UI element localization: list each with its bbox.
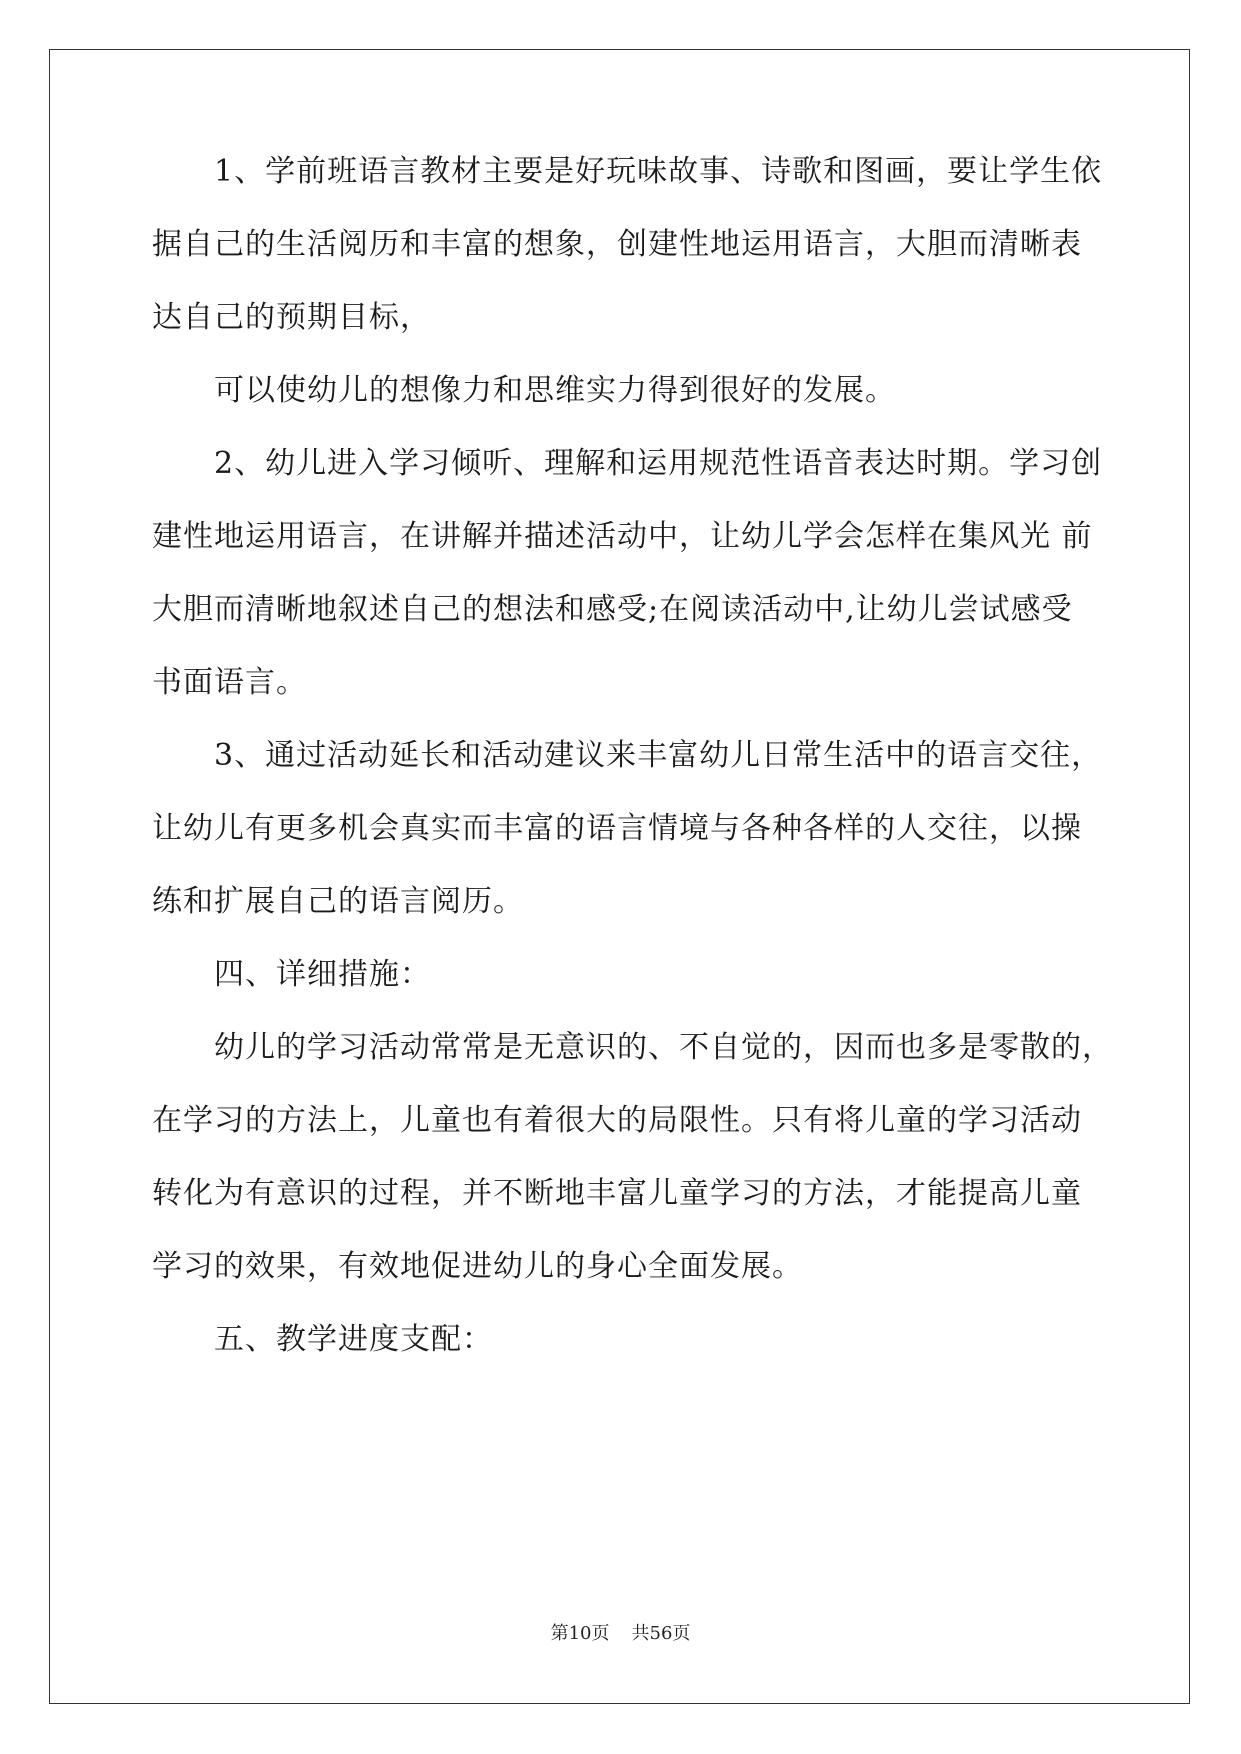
text-line: 练和扩展自己的语言阅历。 bbox=[152, 884, 524, 919]
text-line: 达自己的预期目标， bbox=[152, 300, 431, 335]
text-line: 幼儿的学习活动常常是无意识的、不自觉的，因而也多是零散的， bbox=[214, 1030, 1113, 1065]
text-line: 建性地运用语言，在讲解并描述活动中，让幼儿学会怎样在集风光 前 bbox=[152, 519, 1093, 554]
text-line: 2、幼儿进入学习倾听、理解和运用规范性语音表达时期。学习创 bbox=[214, 446, 1103, 481]
page-footer bbox=[0, 1622, 1241, 1646]
text-line: 在学习的方法上，儿童也有着很大的局限性。只有将儿童的学习活动 bbox=[152, 1103, 1082, 1138]
text-line: 让幼儿有更多机会真实而丰富的语言情境与各种各样的人交往，以操 bbox=[152, 811, 1082, 846]
text-line: 可以使幼儿的想像力和思维实力得到很好的发展。 bbox=[214, 373, 896, 408]
section-heading: 五、教学进度支配： bbox=[214, 1322, 493, 1357]
text-line: 书面语言。 bbox=[152, 665, 307, 700]
text-line: 1、学前班语言教材主要是好玩味故事、诗歌和图画，要让学生依 bbox=[214, 154, 1103, 189]
text-line: 转化为有意识的过程，并不断地丰富儿童学习的方法，才能提高儿童 bbox=[152, 1176, 1082, 1211]
section-heading: 四、详细措施： bbox=[214, 957, 431, 992]
text-line: 3、通过活动延长和活动建议来丰富幼儿日常生活中的语言交往， bbox=[214, 738, 1103, 773]
page-total: 共56页 bbox=[631, 1623, 691, 1644]
page-number: 第10页 bbox=[550, 1623, 610, 1644]
text-line: 学习的效果，有效地促进幼儿的身心全面发展。 bbox=[152, 1249, 803, 1284]
text-line: 大胆而清晰地叙述自己的想法和感受;在阅读活动中,让幼儿尝试感受 bbox=[152, 592, 1073, 627]
text-line: 据自己的生活阅历和丰富的想象，创建性地运用语言，大胆而清晰表 bbox=[152, 227, 1082, 262]
